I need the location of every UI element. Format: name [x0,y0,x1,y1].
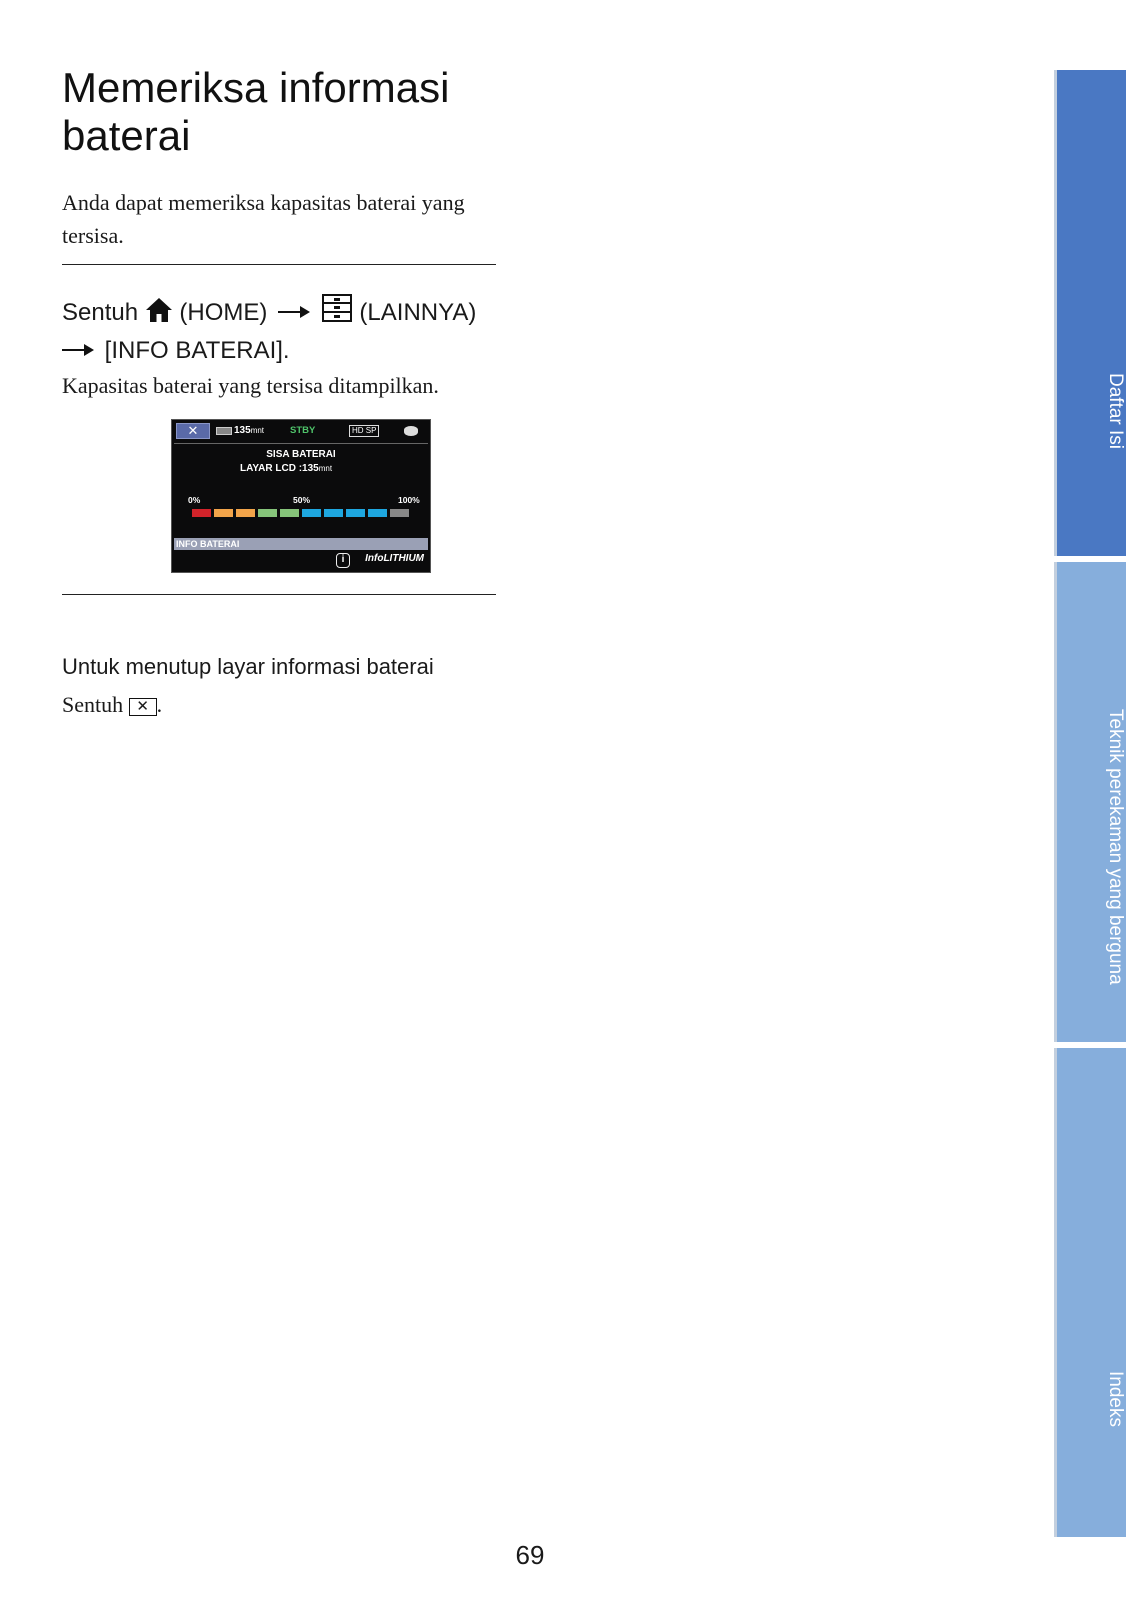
arrow-icon [278,306,310,318]
page-number: 69 [515,1540,545,1570]
info-icon: i [336,553,350,568]
close-icon: ✕ [129,698,157,716]
intro-text: Anda dapat memeriksa kapasitas baterai yang tersisa. [62,190,465,248]
lcd-footer: INFO BATERAI [174,538,428,550]
close-section-heading: Untuk menutup layar informasi baterai [62,654,434,679]
battery-segment [280,509,299,517]
battery-icon [216,427,232,435]
instruction-step [62,293,502,368]
lcd-status: STBY [290,425,316,436]
home-icon [145,297,173,333]
battery-segment [324,509,343,517]
other-menu-icon [321,293,353,333]
page-title: Memeriksa informasi baterai [62,64,450,159]
close-instruction-text: Sentuh [62,692,124,717]
tab-index[interactable] [1054,1048,1126,1537]
tab-contents[interactable] [1054,70,1126,556]
close-instruction: Sentuh ✕ . [62,692,163,717]
lcd-screen-illustration [171,419,431,573]
lcd-divider [174,443,428,444]
battery-segment [390,509,409,517]
lcd-battery-bar [192,509,416,517]
lcd-status-bar [172,420,430,442]
result-text: Kapasitas baterai yang tersisa ditampilkan. [62,373,439,398]
arrow-icon [62,344,94,356]
step-touch-label: Sentuh [62,299,139,326]
lcd-scale-100: 100% [398,495,420,505]
lcd-close-button: ✕ [176,423,210,439]
lcd-scale-50: 50% [293,495,311,505]
lcd-scale-0: 0% [188,495,201,505]
battery-segment [236,509,255,517]
battery-segment [346,509,365,517]
battery-segment [192,509,211,517]
battery-segment [214,509,233,517]
battery-segment [302,509,321,517]
lcd-battery-remaining: 135mnt [234,425,265,436]
tab-index-label: Indeks [1105,1370,1126,1427]
lcd-lcd-time: LAYAR LCD :135mnt [240,463,333,474]
disc-icon [404,426,418,436]
tab-contents-label: Daftar Isi [1105,372,1126,450]
tab-techniques[interactable] [1054,562,1126,1042]
divider-top [62,264,496,265]
divider-bottom [62,594,496,595]
home-label: (HOME) [179,299,268,326]
tab-techniques-label: Teknik perekaman yang berguna [1105,709,1126,985]
battery-segment [258,509,277,517]
lcd-heading: SISA BATERAI [266,449,336,460]
battery-segment [368,509,387,517]
lcd-recording-mode: HD SP [349,425,379,437]
other-label: (LAINNYA) [359,299,477,326]
info-battery-label: [INFO BATERAI]. [104,337,290,364]
lcd-brand: InfoLITHIUM [365,553,424,564]
